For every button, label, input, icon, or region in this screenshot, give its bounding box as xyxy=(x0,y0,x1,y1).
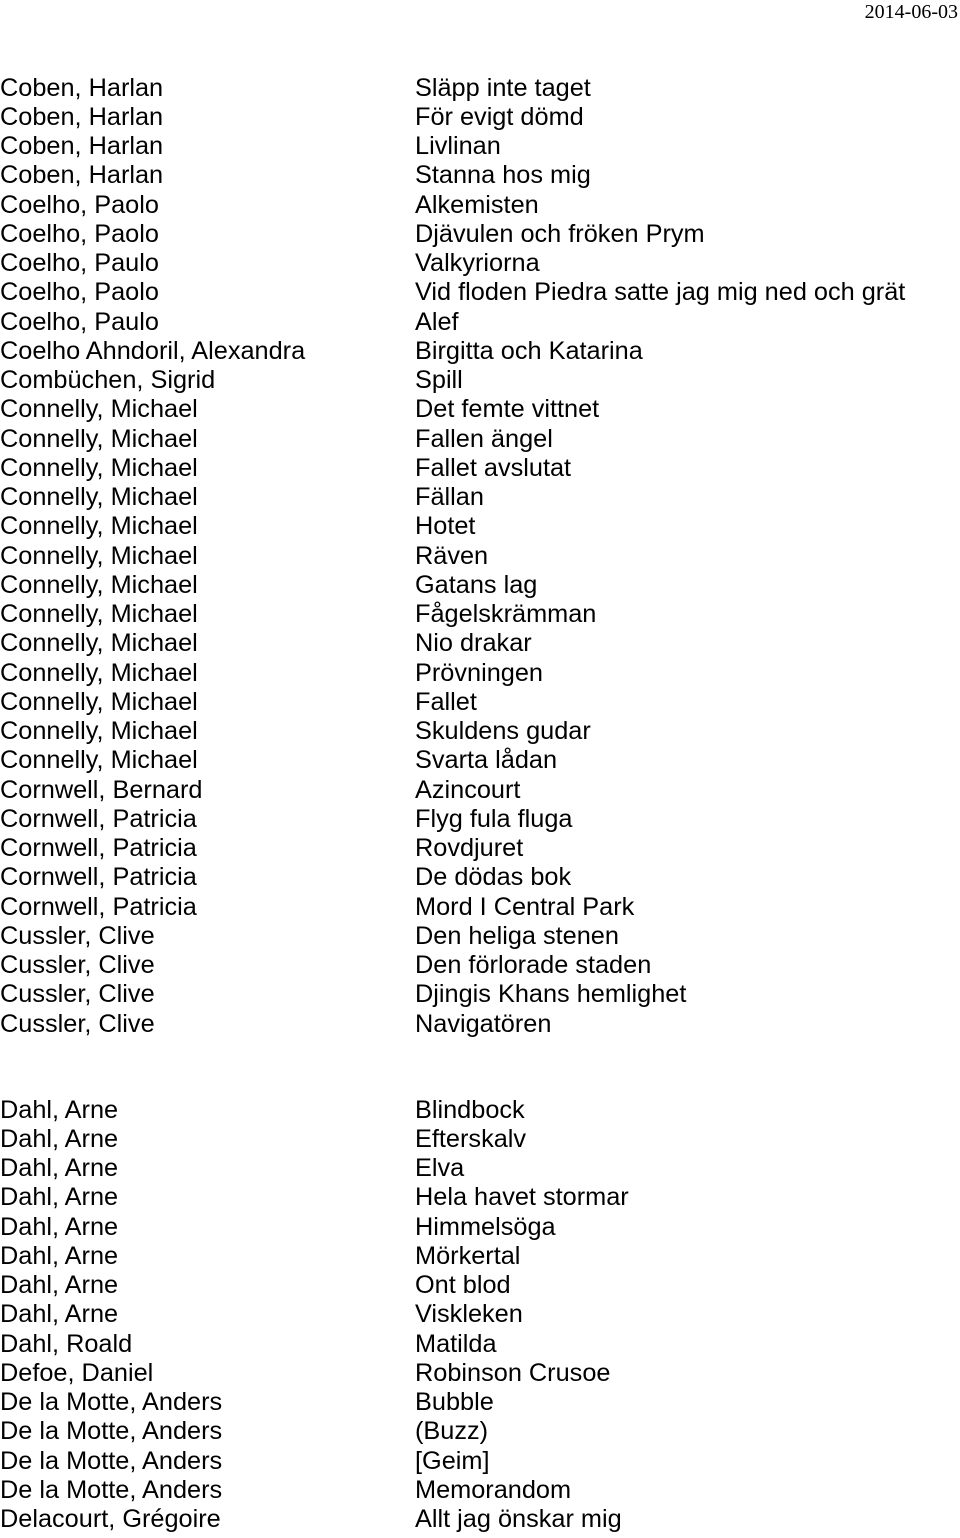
book-title: Stanna hos mig xyxy=(415,161,591,190)
book-title: Svarta lådan xyxy=(415,746,558,775)
author-name: Connelly, Michael xyxy=(0,512,198,541)
book-title: Flyg fula fluga xyxy=(415,804,573,833)
list-item xyxy=(0,1242,960,1271)
author-name: Coben, Harlan xyxy=(0,102,164,131)
author-name: Dahl, Arne xyxy=(0,1124,119,1153)
author-name: Cussler, Clive xyxy=(0,921,155,950)
book-title: Robinson Crusoe xyxy=(415,1358,611,1387)
author-name: Delacourt, Grégoire xyxy=(0,1505,221,1534)
list-item xyxy=(0,74,960,103)
author-name: Dahl, Roald xyxy=(0,1329,133,1358)
list-item xyxy=(0,863,960,892)
list-item xyxy=(0,542,960,571)
list-item xyxy=(0,629,960,658)
author-name: De la Motte, Anders xyxy=(0,1388,223,1417)
book-title: Alef xyxy=(415,307,459,336)
list-item xyxy=(0,454,960,483)
list-item xyxy=(0,1476,960,1505)
author-name: Cornwell, Bernard xyxy=(0,775,203,804)
book-title: Fallet avslutat xyxy=(415,453,572,482)
list-item xyxy=(0,483,960,512)
list-item xyxy=(0,980,960,1009)
list-item xyxy=(0,600,960,629)
author-name: Connelly, Michael xyxy=(0,541,198,570)
list-item xyxy=(0,103,960,132)
book-title: Mord I Central Park xyxy=(415,892,635,921)
author-name: Coelho, Paolo xyxy=(0,278,159,307)
author-name: Cornwell, Patricia xyxy=(0,834,197,863)
book-list-section-c xyxy=(0,74,960,1039)
author-name: Connelly, Michael xyxy=(0,717,198,746)
list-item xyxy=(0,1096,960,1125)
author-name: Connelly, Michael xyxy=(0,570,198,599)
list-item xyxy=(0,1010,960,1039)
list-item xyxy=(0,776,960,805)
book-title: Alkemisten xyxy=(415,190,539,219)
book-title: Hotet xyxy=(415,512,476,541)
list-item xyxy=(0,951,960,980)
list-item xyxy=(0,1330,960,1359)
author-name: Connelly, Michael xyxy=(0,395,198,424)
author-name: Dahl, Arne xyxy=(0,1271,119,1300)
author-name: Coelho, Paulo xyxy=(0,249,159,278)
list-item xyxy=(0,220,960,249)
list-item xyxy=(0,688,960,717)
author-name: De la Motte, Anders xyxy=(0,1446,223,1475)
book-title: [Geim] xyxy=(415,1446,490,1475)
book-title: Spill xyxy=(415,366,463,395)
author-name: Connelly, Michael xyxy=(0,687,198,716)
list-item xyxy=(0,1183,960,1212)
page-date: 2014-06-03 xyxy=(864,1,958,23)
book-title: Prövningen xyxy=(415,658,543,687)
list-item xyxy=(0,1388,960,1417)
author-name: Cornwell, Patricia xyxy=(0,804,197,833)
list-item xyxy=(0,1271,960,1300)
author-name: Coben, Harlan xyxy=(0,132,164,161)
book-title: Blindbock xyxy=(415,1095,525,1124)
book-title: Efterskalv xyxy=(415,1124,527,1153)
book-title: Fallen ängel xyxy=(415,424,553,453)
author-name: Dahl, Arne xyxy=(0,1095,119,1124)
author-name: De la Motte, Anders xyxy=(0,1417,223,1446)
author-name: Connelly, Michael xyxy=(0,453,198,482)
book-title: Gatans lag xyxy=(415,570,538,599)
author-name: Cussler, Clive xyxy=(0,951,155,980)
book-title: Den förlorade staden xyxy=(415,951,652,980)
book-title: Fallet xyxy=(415,687,477,716)
book-title: Nio drakar xyxy=(415,629,532,658)
list-item xyxy=(0,337,960,366)
book-title: Elva xyxy=(415,1154,465,1183)
author-name: Connelly, Michael xyxy=(0,483,198,512)
list-item xyxy=(0,893,960,922)
book-title: Birgitta och Katarina xyxy=(415,336,643,365)
author-name: Dahl, Arne xyxy=(0,1241,119,1270)
book-title: Fällan xyxy=(415,483,484,512)
book-title: Skuldens gudar xyxy=(415,717,591,746)
author-name: Coelho, Paulo xyxy=(0,307,159,336)
author-name: Connelly, Michael xyxy=(0,600,198,629)
book-title: Valkyriorna xyxy=(415,249,540,278)
list-item xyxy=(0,659,960,688)
author-name: Cussler, Clive xyxy=(0,1009,155,1038)
list-item xyxy=(0,425,960,454)
book-title: De dödas bok xyxy=(415,863,572,892)
author-name: Coelho, Paolo xyxy=(0,190,159,219)
author-name: Combüchen, Sigrid xyxy=(0,366,216,395)
book-title: Viskleken xyxy=(415,1300,523,1329)
list-item xyxy=(0,805,960,834)
list-item xyxy=(0,278,960,307)
book-title: Navigatören xyxy=(415,1009,552,1038)
book-title: Det femte vittnet xyxy=(415,395,600,424)
book-list-section-d xyxy=(0,1096,960,1535)
list-item xyxy=(0,132,960,161)
author-name: Connelly, Michael xyxy=(0,658,198,687)
list-item xyxy=(0,1125,960,1154)
list-item xyxy=(0,1154,960,1183)
author-name: De la Motte, Anders xyxy=(0,1475,223,1504)
list-item xyxy=(0,366,960,395)
book-title: Azincourt xyxy=(415,775,521,804)
author-name: Coben, Harlan xyxy=(0,161,164,190)
list-item xyxy=(0,1417,960,1446)
book-title: Livlinan xyxy=(415,132,501,161)
book-title: Djävulen och fröken Prym xyxy=(415,219,705,248)
book-title: Ont blod xyxy=(415,1271,511,1300)
author-name: Dahl, Arne xyxy=(0,1300,119,1329)
book-title: Den heliga stenen xyxy=(415,921,619,950)
book-title: Himmelsöga xyxy=(415,1212,556,1241)
book-title: Rovdjuret xyxy=(415,834,524,863)
book-title: Fågelskrämman xyxy=(415,600,597,629)
book-title: Vid floden Piedra satte jag mig ned och grät xyxy=(415,278,906,307)
author-name: Coelho, Paolo xyxy=(0,219,159,248)
author-name: Cornwell, Patricia xyxy=(0,863,197,892)
author-name: Defoe, Daniel xyxy=(0,1358,154,1387)
book-title: Djingis Khans hemlighet xyxy=(415,980,687,1009)
list-item xyxy=(0,249,960,278)
list-item xyxy=(0,1505,960,1534)
book-title: Bubble xyxy=(415,1388,494,1417)
list-item xyxy=(0,1447,960,1476)
list-item xyxy=(0,746,960,775)
list-item xyxy=(0,922,960,951)
author-name: Connelly, Michael xyxy=(0,424,198,453)
book-title: Släpp inte taget xyxy=(415,73,591,102)
book-title: Hela havet stormar xyxy=(415,1183,629,1212)
author-name: Dahl, Arne xyxy=(0,1154,119,1183)
book-title: Mörkertal xyxy=(415,1241,521,1270)
author-name: Cornwell, Patricia xyxy=(0,892,197,921)
list-item xyxy=(0,308,960,337)
book-title: För evigt dömd xyxy=(415,102,584,131)
book-title: Allt jag önskar mig xyxy=(415,1505,622,1534)
author-name: Connelly, Michael xyxy=(0,746,198,775)
author-name: Connelly, Michael xyxy=(0,629,198,658)
list-item xyxy=(0,1213,960,1242)
list-item xyxy=(0,1300,960,1329)
book-title: Memorandom xyxy=(415,1475,572,1504)
book-title: Matilda xyxy=(415,1329,497,1358)
list-item xyxy=(0,571,960,600)
list-item xyxy=(0,834,960,863)
book-title: Räven xyxy=(415,541,489,570)
author-name: Dahl, Arne xyxy=(0,1183,119,1212)
author-name: Coben, Harlan xyxy=(0,73,164,102)
list-item xyxy=(0,395,960,424)
list-item xyxy=(0,1359,960,1388)
author-name: Cussler, Clive xyxy=(0,980,155,1009)
author-name: Coelho Ahndoril, Alexandra xyxy=(0,336,306,365)
list-item xyxy=(0,512,960,541)
book-title: (Buzz) xyxy=(415,1417,489,1446)
list-item xyxy=(0,717,960,746)
list-item xyxy=(0,161,960,190)
author-name: Dahl, Arne xyxy=(0,1212,119,1241)
list-item xyxy=(0,191,960,220)
